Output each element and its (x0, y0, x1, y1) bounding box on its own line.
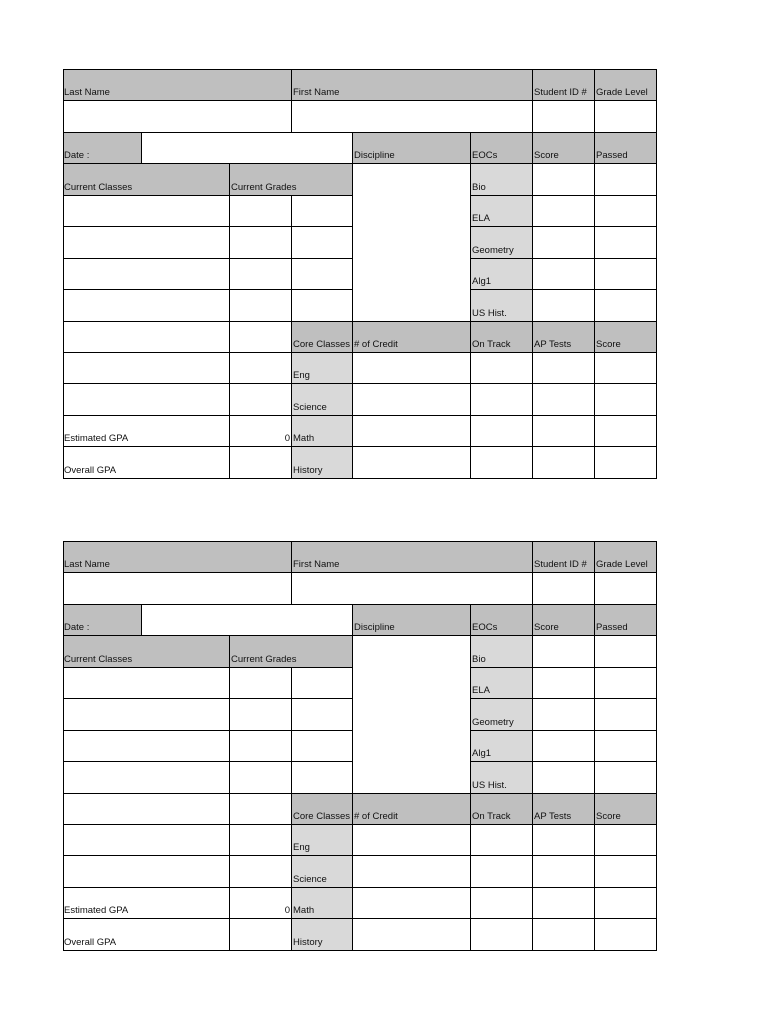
class-grade-field[interactable] (230, 731, 292, 762)
core-subject: History (292, 919, 353, 951)
eoc-passed-field[interactable] (595, 196, 657, 227)
eoc-passed-field[interactable] (595, 164, 657, 196)
date-label: Date : (63, 605, 142, 636)
class-grade-field[interactable] (230, 384, 292, 416)
credit-field[interactable] (353, 447, 471, 479)
ap-score-field[interactable] (595, 825, 657, 856)
ap-score-field[interactable] (595, 888, 657, 919)
overall-gpa-field[interactable] (230, 447, 292, 479)
current-classes-header: Current Classes (63, 636, 230, 668)
eoc-subject: Bio (471, 164, 533, 196)
last-name-header: Last Name (63, 69, 292, 101)
class-name-field[interactable] (63, 259, 230, 290)
eoc-score-field[interactable] (533, 290, 595, 322)
core-classes-header: Core Classes (292, 322, 353, 353)
class-grade-field[interactable] (230, 794, 292, 825)
class-name-field[interactable] (63, 825, 230, 856)
ap-score-field[interactable] (595, 384, 657, 416)
eocs-header: EOCs (471, 133, 533, 164)
on-track-field[interactable] (471, 919, 533, 951)
core-subject: History (292, 447, 353, 479)
eoc-subject: Alg1 (471, 731, 533, 762)
credit-field[interactable] (353, 384, 471, 416)
current-grades-header: Current Grades (230, 164, 353, 196)
eoc-subject: ELA (471, 668, 533, 699)
ap-tests-field[interactable] (533, 353, 595, 384)
class-name-field[interactable] (63, 731, 230, 762)
ap-score-header: Score (595, 322, 657, 353)
class-name-field[interactable] (63, 699, 230, 731)
current-grades-header: Current Grades (230, 636, 353, 668)
discipline-field[interactable] (353, 636, 471, 794)
grade-level-field[interactable] (595, 573, 657, 605)
on-track-field[interactable] (471, 384, 533, 416)
eoc-passed-field[interactable] (595, 227, 657, 259)
estimated-gpa-label: Estimated GPA (63, 888, 230, 919)
on-track-field[interactable] (471, 856, 533, 888)
ap-tests-header: AP Tests (533, 794, 595, 825)
core-subject: Eng (292, 353, 353, 384)
eoc-passed-header: Passed (595, 133, 657, 164)
eoc-subject: Geometry (471, 227, 533, 259)
eoc-score-field[interactable] (533, 196, 595, 227)
credit-field[interactable] (353, 856, 471, 888)
date-label: Date : (63, 133, 142, 164)
overall-gpa-field[interactable] (230, 919, 292, 951)
credit-header: # of Credit (353, 794, 471, 825)
core-subject: Math (292, 888, 353, 919)
core-subject: Eng (292, 825, 353, 856)
credit-field[interactable] (353, 888, 471, 919)
date-field[interactable] (142, 133, 353, 164)
class-grade-field[interactable] (230, 322, 292, 353)
eoc-subject: Alg1 (471, 259, 533, 290)
class-grade-field[interactable] (230, 290, 292, 322)
on-track-header: On Track (471, 322, 533, 353)
class-grade-field[interactable] (230, 227, 292, 259)
class-grade-field[interactable] (230, 856, 292, 888)
student-id-field[interactable] (533, 101, 595, 133)
ap-score-field[interactable] (595, 856, 657, 888)
class-name-field[interactable] (63, 227, 230, 259)
class-grade-field-2[interactable] (292, 259, 353, 290)
class-name-field[interactable] (63, 794, 230, 825)
class-name-field[interactable] (63, 762, 230, 794)
credit-field[interactable] (353, 353, 471, 384)
eoc-score-header: Score (533, 133, 595, 164)
eoc-score-field[interactable] (533, 731, 595, 762)
core-classes-header: Core Classes (292, 794, 353, 825)
current-classes-header: Current Classes (63, 164, 230, 196)
student-id-header: Student ID # (533, 541, 595, 573)
class-grade-field-2[interactable] (292, 731, 353, 762)
discipline-header: Discipline (353, 133, 471, 164)
eoc-passed-field[interactable] (595, 762, 657, 794)
eoc-score-field[interactable] (533, 259, 595, 290)
class-grade-field-2[interactable] (292, 196, 353, 227)
eoc-passed-header: Passed (595, 605, 657, 636)
eoc-passed-field[interactable] (595, 699, 657, 731)
discipline-field[interactable] (353, 164, 471, 322)
class-grade-field[interactable] (230, 668, 292, 699)
ap-tests-field[interactable] (533, 856, 595, 888)
eocs-header: EOCs (471, 605, 533, 636)
eoc-passed-field[interactable] (595, 636, 657, 668)
on-track-field[interactable] (471, 353, 533, 384)
date-field[interactable] (142, 605, 353, 636)
eoc-score-field[interactable] (533, 699, 595, 731)
class-grade-field[interactable] (230, 699, 292, 731)
on-track-field[interactable] (471, 416, 533, 447)
grade-level-header: Grade Level (595, 541, 657, 573)
class-name-field[interactable] (63, 384, 230, 416)
eoc-score-field[interactable] (533, 164, 595, 196)
class-grade-field-2[interactable] (292, 290, 353, 322)
credit-field[interactable] (353, 416, 471, 447)
class-grade-field[interactable] (230, 259, 292, 290)
class-name-field[interactable] (63, 196, 230, 227)
first-name-field[interactable] (292, 101, 533, 133)
student-id-header: Student ID # (533, 69, 595, 101)
eoc-subject: US Hist. (471, 762, 533, 794)
ap-tests-field[interactable] (533, 919, 595, 951)
core-subject: Science (292, 856, 353, 888)
eoc-subject: Geometry (471, 699, 533, 731)
on-track-header: On Track (471, 794, 533, 825)
first-name-field[interactable] (292, 573, 533, 605)
credit-header: # of Credit (353, 322, 471, 353)
class-name-field[interactable] (63, 290, 230, 322)
estimated-gpa-value: 0 (230, 888, 292, 919)
class-name-field[interactable] (63, 668, 230, 699)
last-name-header: Last Name (63, 541, 292, 573)
class-grade-field-2[interactable] (292, 699, 353, 731)
ap-score-field[interactable] (595, 447, 657, 479)
class-name-field[interactable] (63, 322, 230, 353)
on-track-field[interactable] (471, 447, 533, 479)
class-grade-field[interactable] (230, 196, 292, 227)
first-name-header: First Name (292, 541, 533, 573)
eoc-subject: Bio (471, 636, 533, 668)
class-name-field[interactable] (63, 856, 230, 888)
eoc-passed-field[interactable] (595, 731, 657, 762)
core-subject: Math (292, 416, 353, 447)
class-name-field[interactable] (63, 353, 230, 384)
eoc-score-field[interactable] (533, 227, 595, 259)
ap-tests-header: AP Tests (533, 322, 595, 353)
ap-score-field[interactable] (595, 416, 657, 447)
estimated-gpa-value: 0 (230, 416, 292, 447)
ap-score-field[interactable] (595, 919, 657, 951)
core-subject: Science (292, 384, 353, 416)
class-grade-field-2[interactable] (292, 762, 353, 794)
grade-level-header: Grade Level (595, 69, 657, 101)
eoc-passed-field[interactable] (595, 290, 657, 322)
ap-tests-field[interactable] (533, 384, 595, 416)
ap-tests-field[interactable] (533, 416, 595, 447)
last-name-field[interactable] (63, 573, 292, 605)
class-grade-field[interactable] (230, 825, 292, 856)
ap-tests-field[interactable] (533, 888, 595, 919)
ap-tests-field[interactable] (533, 447, 595, 479)
discipline-header: Discipline (353, 605, 471, 636)
credit-field[interactable] (353, 825, 471, 856)
eoc-passed-field[interactable] (595, 668, 657, 699)
on-track-field[interactable] (471, 888, 533, 919)
on-track-field[interactable] (471, 825, 533, 856)
class-grade-field-2[interactable] (292, 668, 353, 699)
eoc-subject: ELA (471, 196, 533, 227)
estimated-gpa-label: Estimated GPA (63, 416, 230, 447)
eoc-score-header: Score (533, 605, 595, 636)
eoc-score-field[interactable] (533, 636, 595, 668)
student-id-field[interactable] (533, 573, 595, 605)
class-grade-field-2[interactable] (292, 227, 353, 259)
class-grade-field[interactable] (230, 353, 292, 384)
ap-tests-field[interactable] (533, 825, 595, 856)
eoc-passed-field[interactable] (595, 259, 657, 290)
eoc-score-field[interactable] (533, 668, 595, 699)
class-grade-field[interactable] (230, 762, 292, 794)
ap-score-field[interactable] (595, 353, 657, 384)
overall-gpa-label: Overall GPA (63, 447, 230, 479)
ap-score-header: Score (595, 794, 657, 825)
grade-level-field[interactable] (595, 101, 657, 133)
eoc-subject: US Hist. (471, 290, 533, 322)
overall-gpa-label: Overall GPA (63, 919, 230, 951)
last-name-field[interactable] (63, 101, 292, 133)
first-name-header: First Name (292, 69, 533, 101)
credit-field[interactable] (353, 919, 471, 951)
eoc-score-field[interactable] (533, 762, 595, 794)
